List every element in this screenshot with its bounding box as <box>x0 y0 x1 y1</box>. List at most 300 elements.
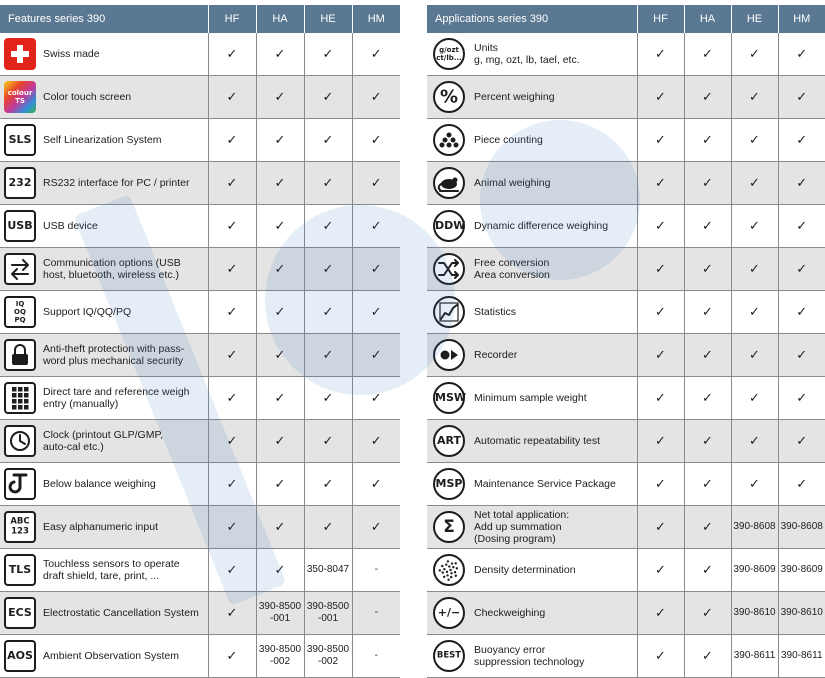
table-row <box>0 162 400 205</box>
value-cell-he <box>731 205 778 248</box>
feature-label <box>40 377 208 420</box>
value-text: ✓ <box>796 175 808 190</box>
value-cell-hf <box>208 76 256 119</box>
value-text: - <box>374 564 378 575</box>
table-row <box>0 377 400 420</box>
feature-label <box>471 549 637 592</box>
table-row <box>0 248 400 291</box>
value-cell-he <box>731 76 778 119</box>
value-cell-hm <box>352 635 400 678</box>
icon-cell <box>0 248 40 291</box>
value-text: ✓ <box>796 476 808 491</box>
icon-cell <box>0 549 40 592</box>
feature-label <box>40 463 208 506</box>
value-text: ✓ <box>796 347 808 362</box>
value-cell-hf <box>208 248 256 291</box>
label-line: Checkweighing <box>474 607 546 619</box>
label-line: g, mg, ozt, lb, tael, etc. <box>474 54 580 66</box>
value-text: ✓ <box>226 347 238 362</box>
icon-cell <box>427 76 471 119</box>
icon-cell <box>0 33 40 76</box>
value-cell-ha <box>684 635 731 678</box>
value-text: ✓ <box>655 175 666 190</box>
value-cell-hf <box>637 592 684 635</box>
iq-qq-pq-icon <box>4 296 36 328</box>
value-cell-ha <box>684 162 731 205</box>
value-cell-ha <box>684 506 731 549</box>
value-cell-hm <box>352 162 400 205</box>
recorder-icon <box>433 339 465 371</box>
feature-label <box>471 377 637 420</box>
label-line: Units <box>474 42 498 54</box>
icon-text-line: IQ <box>15 300 25 308</box>
applications-col-he: HE <box>731 5 778 33</box>
value-text: ✓ <box>702 347 713 362</box>
table-row <box>0 76 400 119</box>
label-line: Swiss made <box>43 48 100 60</box>
alphanumeric-icon <box>4 511 36 543</box>
label-line: (Dosing program) <box>474 533 556 545</box>
value-cell-ha <box>684 463 731 506</box>
value-cell-hm <box>778 377 825 420</box>
label-line: Add up summation <box>474 521 562 533</box>
table-row <box>427 463 825 506</box>
value-text: ✓ <box>655 347 666 362</box>
feature-label <box>471 162 637 205</box>
value-text: ✓ <box>226 304 238 319</box>
feature-label <box>471 506 637 549</box>
value-text: ✓ <box>322 46 334 61</box>
value-text: ✓ <box>226 390 238 405</box>
sls-icon <box>4 124 36 156</box>
applications-col-hf: HF <box>637 5 684 33</box>
value-text: ✓ <box>749 175 760 190</box>
icon-cell <box>0 291 40 334</box>
value-text: ✓ <box>702 46 713 61</box>
features-title: Features series 390 <box>0 5 208 33</box>
icon-text-line: MSW <box>435 391 467 404</box>
value-text: ✓ <box>226 605 238 620</box>
feature-label <box>40 549 208 592</box>
value-cell-ha <box>256 334 304 377</box>
table-row <box>0 506 400 549</box>
value-text: ✓ <box>796 46 808 61</box>
statistics-icon <box>433 296 465 328</box>
value-text: ✓ <box>749 390 760 405</box>
icon-cell <box>0 205 40 248</box>
value-text: ✓ <box>655 304 666 319</box>
icon-cell <box>0 420 40 463</box>
icon-cell <box>0 119 40 162</box>
value-cell-hf <box>208 377 256 420</box>
value-cell-he <box>304 33 352 76</box>
value-text: ✓ <box>226 89 238 104</box>
label-line: Touchless sensors to operate <box>43 558 180 570</box>
table-row <box>0 549 400 592</box>
icon-cell <box>427 205 471 248</box>
art-icon <box>433 425 465 457</box>
table-row <box>0 205 400 248</box>
value-cell-ha <box>684 119 731 162</box>
table-row <box>427 76 825 119</box>
value-text: ✓ <box>370 218 382 233</box>
icon-cell <box>427 420 471 463</box>
ddw-icon <box>433 210 465 242</box>
value-cell-ha <box>684 205 731 248</box>
value-text: ✓ <box>322 132 334 147</box>
value-cell-ha <box>256 76 304 119</box>
feature-label <box>40 33 208 76</box>
value-text: ✓ <box>322 304 334 319</box>
feature-label <box>471 635 637 678</box>
table-row <box>427 119 825 162</box>
icon-text-line: 123 <box>11 526 29 536</box>
value-text: ✓ <box>322 89 334 104</box>
value-cell-ha <box>256 635 304 678</box>
value-cell-ha <box>256 420 304 463</box>
value-text: ✓ <box>655 218 666 233</box>
value-cell-hf <box>637 463 684 506</box>
feature-label <box>40 420 208 463</box>
value-cell-hm <box>778 33 825 76</box>
value-cell-hf <box>208 119 256 162</box>
icon-text-line: USB <box>7 219 33 232</box>
label-line: Buoyancy error <box>474 644 546 656</box>
feature-label <box>40 76 208 119</box>
value-text: ✓ <box>370 132 382 147</box>
value-text: ✓ <box>749 347 760 362</box>
feature-label <box>40 291 208 334</box>
value-text: 390-8608 <box>733 521 776 532</box>
label-line: Clock (printout GLP/GMP, <box>43 429 164 441</box>
value-text: ✓ <box>702 89 713 104</box>
label-line: Ambient Observation System <box>43 650 179 662</box>
value-text: ✓ <box>796 390 808 405</box>
feature-label <box>40 162 208 205</box>
value-cell-hf <box>637 377 684 420</box>
value-cell-hm <box>778 205 825 248</box>
feature-label <box>471 205 637 248</box>
value-text: ✓ <box>322 519 334 534</box>
value-cell-hf <box>637 76 684 119</box>
ecs-icon <box>4 597 36 629</box>
label-line: Electrostatic Cancellation System <box>43 607 199 619</box>
value-cell-hm <box>778 592 825 635</box>
feature-label <box>471 420 637 463</box>
value-cell-hm <box>352 33 400 76</box>
value-cell-hm <box>778 76 825 119</box>
feature-label <box>40 592 208 635</box>
value-cell-hf <box>637 635 684 678</box>
table-row <box>427 248 825 291</box>
value-cell-he <box>304 291 352 334</box>
keypad-icon <box>4 382 36 414</box>
label-line: Density determination <box>474 564 576 576</box>
table-row <box>427 635 825 678</box>
table-row <box>0 33 400 76</box>
value-cell-ha <box>684 291 731 334</box>
value-cell-ha <box>684 334 731 377</box>
value-cell-he <box>731 635 778 678</box>
value-text: ✓ <box>370 476 382 491</box>
icon-cell <box>0 76 40 119</box>
icon-text-line: 232 <box>8 176 32 189</box>
label-line: draft shield, tare, print, ... <box>43 570 160 582</box>
value-text: ✓ <box>274 390 286 405</box>
table-row <box>427 377 825 420</box>
value-cell-ha <box>684 592 731 635</box>
value-cell-he <box>731 162 778 205</box>
value-text: ✓ <box>274 304 286 319</box>
value-cell-he <box>731 549 778 592</box>
label-line: Dynamic difference weighing <box>474 220 609 232</box>
value-cell-ha <box>684 377 731 420</box>
hook-icon <box>4 468 36 500</box>
label-line: RS232 interface for PC / printer <box>43 177 190 189</box>
value-text: ✓ <box>655 648 666 663</box>
value-text: ✓ <box>226 46 238 61</box>
value-text: ✓ <box>322 261 334 276</box>
value-text: ✓ <box>370 261 382 276</box>
value-cell-hm <box>778 291 825 334</box>
features-col-he: HE <box>304 5 352 33</box>
value-cell-he <box>731 291 778 334</box>
value-cell-hf <box>208 635 256 678</box>
icon-text-line: Σ <box>443 517 455 537</box>
icon-text-line: AOS <box>7 649 33 662</box>
value-text: ✓ <box>322 390 334 405</box>
msw-icon <box>433 382 465 414</box>
value-text: ✓ <box>274 519 286 534</box>
label-line: Animal weighing <box>474 177 551 189</box>
value-text: ✓ <box>702 132 713 147</box>
value-text: 390-8500 -002 <box>258 644 302 667</box>
label-line: suppression technology <box>474 656 585 668</box>
feature-label <box>471 592 637 635</box>
value-text: ✓ <box>370 175 382 190</box>
value-text: ✓ <box>796 304 808 319</box>
clock-icon <box>4 425 36 457</box>
features-body <box>0 33 400 678</box>
value-text: ✓ <box>702 390 713 405</box>
applications-col-hm: HM <box>778 5 825 33</box>
value-text: ✓ <box>655 605 666 620</box>
label-line: Statistics <box>474 306 517 318</box>
value-text: 390-8609 <box>733 564 776 575</box>
value-cell-hf <box>208 463 256 506</box>
value-cell-ha <box>684 549 731 592</box>
value-cell-hf <box>208 334 256 377</box>
table-row <box>427 506 825 549</box>
value-text: ✓ <box>655 89 666 104</box>
value-cell-hf <box>637 205 684 248</box>
label-line: Communication options (USB <box>43 257 181 269</box>
value-text: ✓ <box>274 132 286 147</box>
icon-text-line: DDW <box>435 219 466 232</box>
value-text: ✓ <box>796 218 808 233</box>
table-row <box>427 592 825 635</box>
label-line: Area conversion <box>474 269 550 281</box>
icon-cell <box>427 463 471 506</box>
value-cell-hf <box>637 33 684 76</box>
table-row <box>0 291 400 334</box>
value-cell-hm <box>352 248 400 291</box>
icon-text-line: BEST <box>436 650 462 661</box>
value-text: ✓ <box>370 347 382 362</box>
label-line: Minimum sample weight <box>474 392 587 404</box>
applications-body <box>427 33 825 678</box>
icon-cell <box>427 592 471 635</box>
value-cell-he <box>731 377 778 420</box>
feature-label <box>471 119 637 162</box>
icon-text-line: colour <box>7 89 33 97</box>
value-cell-hm <box>352 334 400 377</box>
value-cell-ha <box>256 592 304 635</box>
value-cell-hf <box>208 420 256 463</box>
icon-cell <box>427 33 471 76</box>
value-text: 390-8500 -001 <box>306 601 350 624</box>
value-text: 390-8611 <box>780 650 823 661</box>
features-header-row <box>0 5 400 33</box>
value-cell-hf <box>208 205 256 248</box>
value-text: ✓ <box>370 304 382 319</box>
best-icon <box>433 640 465 672</box>
table-row <box>427 33 825 76</box>
value-text: ✓ <box>749 433 760 448</box>
value-text: ✓ <box>322 218 334 233</box>
icon-cell <box>427 549 471 592</box>
value-text: ✓ <box>796 89 808 104</box>
value-text: ✓ <box>655 476 666 491</box>
value-cell-he <box>304 334 352 377</box>
icon-text-line: TS <box>15 97 25 105</box>
colour-ts-icon <box>4 81 36 113</box>
value-text: ✓ <box>274 476 286 491</box>
value-cell-hm <box>352 420 400 463</box>
feature-label <box>40 506 208 549</box>
value-cell-hf <box>637 334 684 377</box>
value-text: ✓ <box>702 304 713 319</box>
value-cell-hm <box>778 506 825 549</box>
feature-label <box>471 334 637 377</box>
value-cell-ha <box>256 377 304 420</box>
value-cell-hm <box>778 119 825 162</box>
value-text: ✓ <box>370 433 382 448</box>
value-text: ✓ <box>655 132 666 147</box>
value-cell-he <box>304 248 352 291</box>
value-cell-hm <box>778 549 825 592</box>
icon-text-line: ABC <box>10 516 30 527</box>
value-text: ✓ <box>274 89 286 104</box>
value-cell-ha <box>256 463 304 506</box>
icon-cell <box>0 162 40 205</box>
label-line: Color touch screen <box>43 91 132 103</box>
mouse-icon <box>433 167 465 199</box>
table-row <box>427 334 825 377</box>
value-text: ✓ <box>226 218 238 233</box>
value-text: ✓ <box>226 261 238 276</box>
icon-cell <box>427 248 471 291</box>
swiss-cross-icon <box>4 38 36 70</box>
usb-icon <box>4 210 36 242</box>
label-line: auto-cal etc.) <box>43 441 104 453</box>
label-line: Maintenance Service Package <box>474 478 616 490</box>
icon-text-line: MSP <box>435 477 463 490</box>
value-text: ✓ <box>274 218 286 233</box>
value-cell-he <box>731 506 778 549</box>
value-cell-ha <box>684 33 731 76</box>
features-col-hf: HF <box>208 5 256 33</box>
feature-label <box>471 33 637 76</box>
features-col-hm: HM <box>352 5 400 33</box>
icon-cell <box>427 635 471 678</box>
label-line: Recorder <box>474 349 518 361</box>
value-text: ✓ <box>322 433 334 448</box>
value-cell-hm <box>352 377 400 420</box>
icon-cell <box>427 334 471 377</box>
value-cell-hm <box>778 420 825 463</box>
value-text: ✓ <box>370 519 382 534</box>
value-cell-hm <box>352 76 400 119</box>
value-text: ✓ <box>274 562 286 577</box>
icon-cell <box>0 463 40 506</box>
value-text: ✓ <box>322 476 334 491</box>
value-cell-he <box>304 420 352 463</box>
value-text: ✓ <box>702 261 713 276</box>
communication-arrows-icon <box>4 253 36 285</box>
value-text: ✓ <box>370 46 382 61</box>
value-cell-he <box>304 549 352 592</box>
feature-label <box>471 463 637 506</box>
value-cell-hm <box>778 334 825 377</box>
icon-text-line: SLS <box>8 133 32 146</box>
value-cell-he <box>304 463 352 506</box>
icon-text-line: g/ozt <box>439 46 459 54</box>
units-icon <box>433 38 465 70</box>
table-row <box>427 162 825 205</box>
value-cell-hf <box>208 33 256 76</box>
value-text: 390-8610 <box>780 607 823 618</box>
value-cell-hf <box>208 549 256 592</box>
value-text: - <box>374 607 378 618</box>
value-text: ✓ <box>274 347 286 362</box>
label-line: Net total application: <box>474 509 570 521</box>
value-text: ✓ <box>749 476 760 491</box>
label-line: host, bluetooth, wireless etc.) <box>43 269 179 281</box>
feature-label <box>40 334 208 377</box>
value-text: 390-8500 -001 <box>258 601 302 624</box>
padlock-icon <box>4 339 36 371</box>
label-line: Support IQ/QQ/PQ <box>43 306 132 318</box>
value-text: ✓ <box>749 46 760 61</box>
density-icon <box>433 554 465 586</box>
value-cell-he <box>304 205 352 248</box>
value-text: ✓ <box>655 390 666 405</box>
value-cell-he <box>731 592 778 635</box>
table-row <box>0 463 400 506</box>
feature-label <box>471 76 637 119</box>
icon-cell <box>0 377 40 420</box>
value-text: ✓ <box>274 175 286 190</box>
label-line: word plus mechanical security <box>43 355 184 367</box>
icon-cell <box>427 291 471 334</box>
value-cell-hf <box>637 119 684 162</box>
table-row <box>0 592 400 635</box>
label-line: USB device <box>43 220 98 232</box>
value-cell-hf <box>208 506 256 549</box>
label-line: Percent weighing <box>474 91 555 103</box>
label-line: Below balance weighing <box>43 478 156 490</box>
